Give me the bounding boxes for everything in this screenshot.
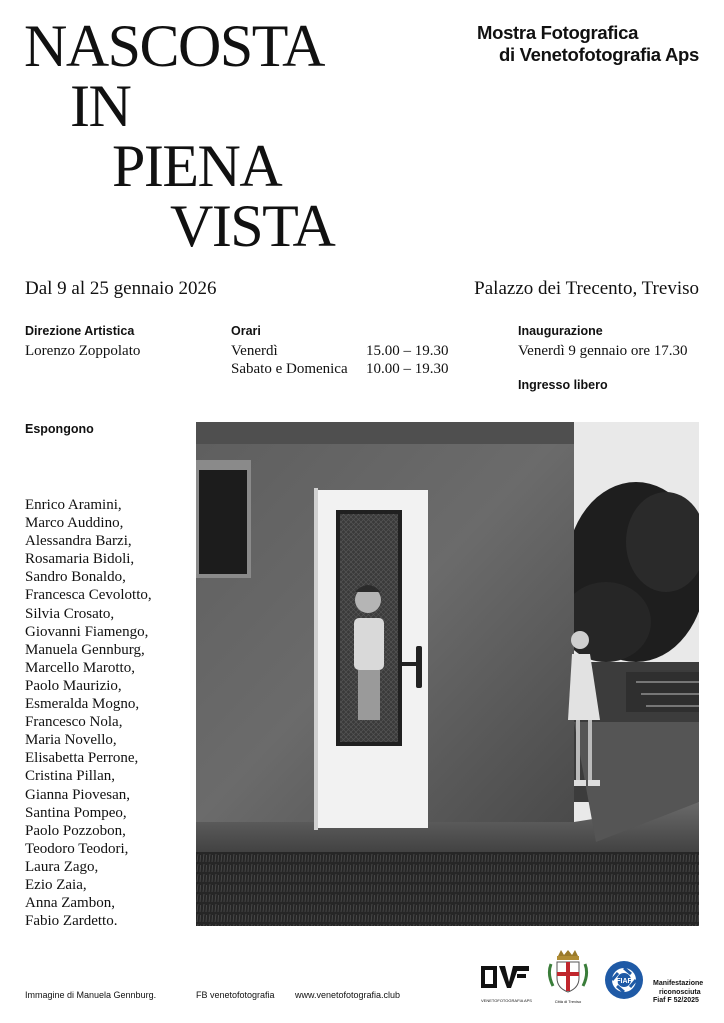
exhibitor-name: Paolo Maurizio, [25,677,122,694]
exhibitor-name: Teodoro Teodori, [25,840,129,857]
crest-icon [547,950,589,994]
direction-value: Lorenzo Zoppolato [25,343,141,359]
photograph-illustration [196,422,699,926]
facebook-link[interactable]: FB venetofotografia [196,990,275,1000]
title-line-3: PIENA [112,133,282,199]
direction-label: Direzione Artistica [25,324,135,338]
exhibitor-name: Enrico Aramini, [25,497,122,513]
exhibitor-name: Ezio Zaia, [25,876,87,893]
hours-time-1: 15.00 – 19.30 [366,343,449,359]
photo-credit: Immagine di Manuela Gennburg. [25,990,157,1000]
exhibitor-name: Rosamaria Bidoli, [25,551,135,568]
fiaf-line-1: Manifestazione [653,980,704,987]
exhibitor-list [25,496,152,930]
fiaf-recognition [653,980,703,1006]
hours-day-1: Venerdì [231,343,278,359]
fiaf-mark: FIAF [616,978,632,985]
exhibition-venue: Palazzo dei Trecento, Treviso [474,278,699,299]
opening-value: Venerdì 9 gennaio ore 17.30 [518,343,688,359]
exhibition-dates: Dal 9 al 25 gennaio 2026 [25,278,217,299]
venetofotografia-logo [481,962,531,1002]
exhibitor-name: Manuela Gennburg, [25,641,145,658]
exhibitor-name: Anna Zambon, [25,895,115,912]
entry-label: Ingresso libero [518,378,608,392]
exhibitor-name: Giovanni Fiamengo, [25,623,149,640]
title-line-2: IN [70,73,131,139]
crest-caption: Città di Treviso [554,999,582,1004]
opening-label: Inaugurazione [518,324,603,338]
exhibitor-name: Fabio Zardetto. [25,913,118,930]
exhibitor-name: Alessandra Barzi, [25,533,132,550]
fiaf-logo [604,960,644,1000]
exhibitor-name: Gianna Piovesan, [25,786,130,803]
exhibitor-name: Esmeralda Mogno, [25,696,140,713]
fiaf-aperture-icon [604,960,644,1000]
vf-logo-icon [481,962,529,992]
website-link[interactable]: www.venetofotografia.club [295,990,401,1000]
subtitle-line-2: di Venetofotografia Aps [498,44,699,65]
exhibitor-name: Francesco Nola, [25,714,123,731]
exhibition-subtitle [477,22,699,66]
treviso-crest [547,950,589,1002]
exhibitor-name: Maria Novello, [25,732,117,749]
hours-time-2: 10.00 – 19.30 [366,361,449,377]
exhibitor-name: Sandro Bonaldo, [25,569,126,586]
exhibitor-name: Cristina Pillan, [25,768,115,785]
exhibitor-name: Paolo Pozzobon, [25,822,126,839]
exhibitor-name: Laura Zago, [25,858,99,875]
hours-day-2: Sabato e Domenica [231,361,348,377]
exhibitor-name: Silvia Crosato, [25,605,115,622]
exhibitor-name: Francesca Cevolotto, [25,587,152,604]
title-line-4: VISTA [170,193,335,259]
exhibitor-name: Marcello Marotto, [25,659,135,676]
fiaf-line-3: Fiaf F 52/2025 [653,997,699,1004]
exhibitor-name: Marco Auddino, [25,515,124,532]
hours-label: Orari [231,324,261,338]
exhibitors-label: Espongono [25,422,94,436]
vf-logo-caption: VENETOFOTOGRAFIA APS [481,998,532,1003]
title-line-1: NASCOSTA [24,13,324,79]
exhibition-photograph [196,422,699,926]
exhibitor-name: Elisabetta Perrone, [25,750,139,767]
exhibitor-name: Santina Pompeo, [25,804,127,821]
fiaf-line-2: riconosciuta [659,988,701,996]
subtitle-line-1: Mostra Fotografica [476,22,639,43]
